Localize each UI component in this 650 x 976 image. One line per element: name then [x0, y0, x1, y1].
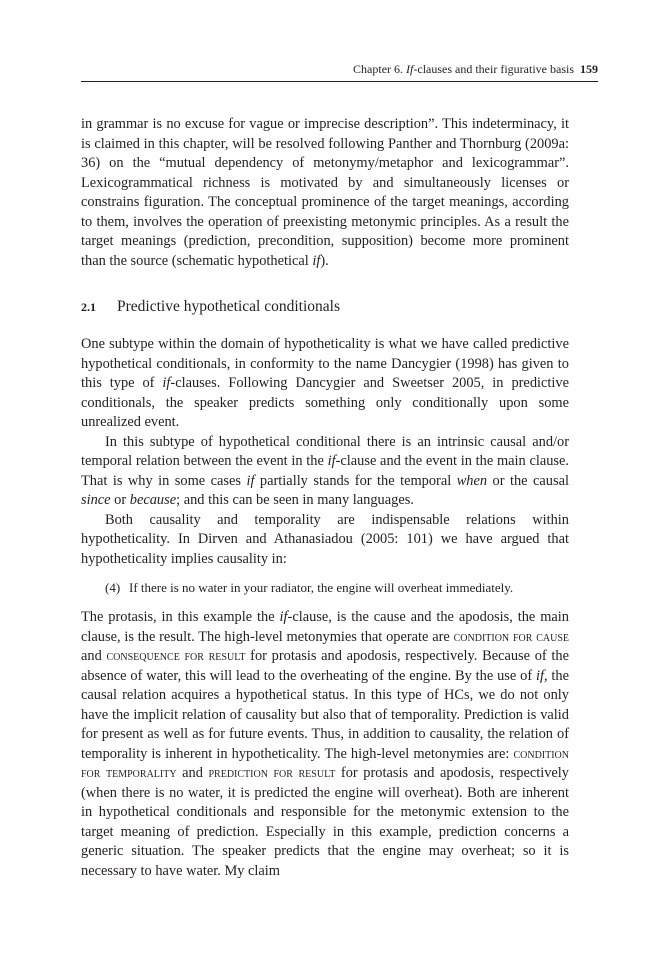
running-header — [81, 57, 598, 82]
section-title: Predictive hypothetical conditionals — [117, 298, 340, 315]
body-paragraph-5: The protasis, in this example the if-clause, is the cause and the apodosis, the main clause, is the result. The high-level metonymies that operate are condition for cause and consequence for result for protasis and apodosis, respectively. Because of the absence of water, this will lead to the overheating of the engine. By the use of if, the causal relation acquires a hypothetical status. In this type of HCs, we do not only have the implicit relation of causality but also that of temporality. Prediction is valid for present as well as for future events. Thus, in addition to causality, the relation of temporality is inherent in hypotheticality. The high-level metonymies are: condition for temporality and prediction for result for protasis and apodosis, respectively (when there is no water, it is predicted the engine will overheat). Both are inherent in hypothetical conditionals and responsible for the metonymic extension to the target meaning of prediction. Especially in this example, prediction concerns a generic situation. The speaker predicts that the engine may overheat; so it is necessary to have water. My claim — [81, 609, 569, 879]
body-paragraph-1: in grammar is no excuse for vague or imprecise description”. This indeterminacy, it is claimed in this chapter, will be resolved following Panther and Thornburg (2009a: 36) on the “mutual dependency of metonymy/metaphor and lexicogrammar”. Lexicogrammatical richness is motivated by and simultaneously licenses or constrains figuration. The conceptual prominence of the target meanings, according to them, involves the operation of preexisting metonymic principles. As a result the target meanings (prediction, precondition, supposition) become more prominent than the source (schematic hypothetical if). — [81, 116, 569, 269]
body-paragraph-3: In this subtype of hypothetical conditional there is an intrinsic causal and/or temporal relation between the event in the if-clause and the event in the main clause. That is why in some cases if partially stands for the temporal when or the causal since or because; and this can be seen in many languages. — [81, 433, 569, 508]
example-text: If there is no water in your radiator, the engine will overheat immediately. — [129, 580, 514, 595]
numbered-example — [105, 578, 575, 598]
body-paragraph-4: Both causality and temporality are indispensable relations within hypotheticality. In Dirven and Athanasiadou (2005: 101) we have argued that hypotheticality implies causality in: — [81, 511, 569, 567]
running-title: Chapter 6. If-clauses and their figurative basis — [353, 62, 574, 76]
page-number: 159 — [580, 62, 598, 76]
body-paragraph-2: One subtype within the domain of hypotheticality is what we have called predictive hypothetical conditionals, in conformity to the name Dancygier (1998) has given to this type of if-clauses. Following Dancygier and Sweetser 2005, in predictive conditionals, the speaker predicts something only conditionally upon some unrealized event. — [81, 336, 569, 430]
example-number: (4) — [105, 580, 121, 595]
section-body — [81, 335, 569, 569]
section-number: 2.1 — [81, 300, 96, 314]
section-heading — [81, 296, 569, 318]
